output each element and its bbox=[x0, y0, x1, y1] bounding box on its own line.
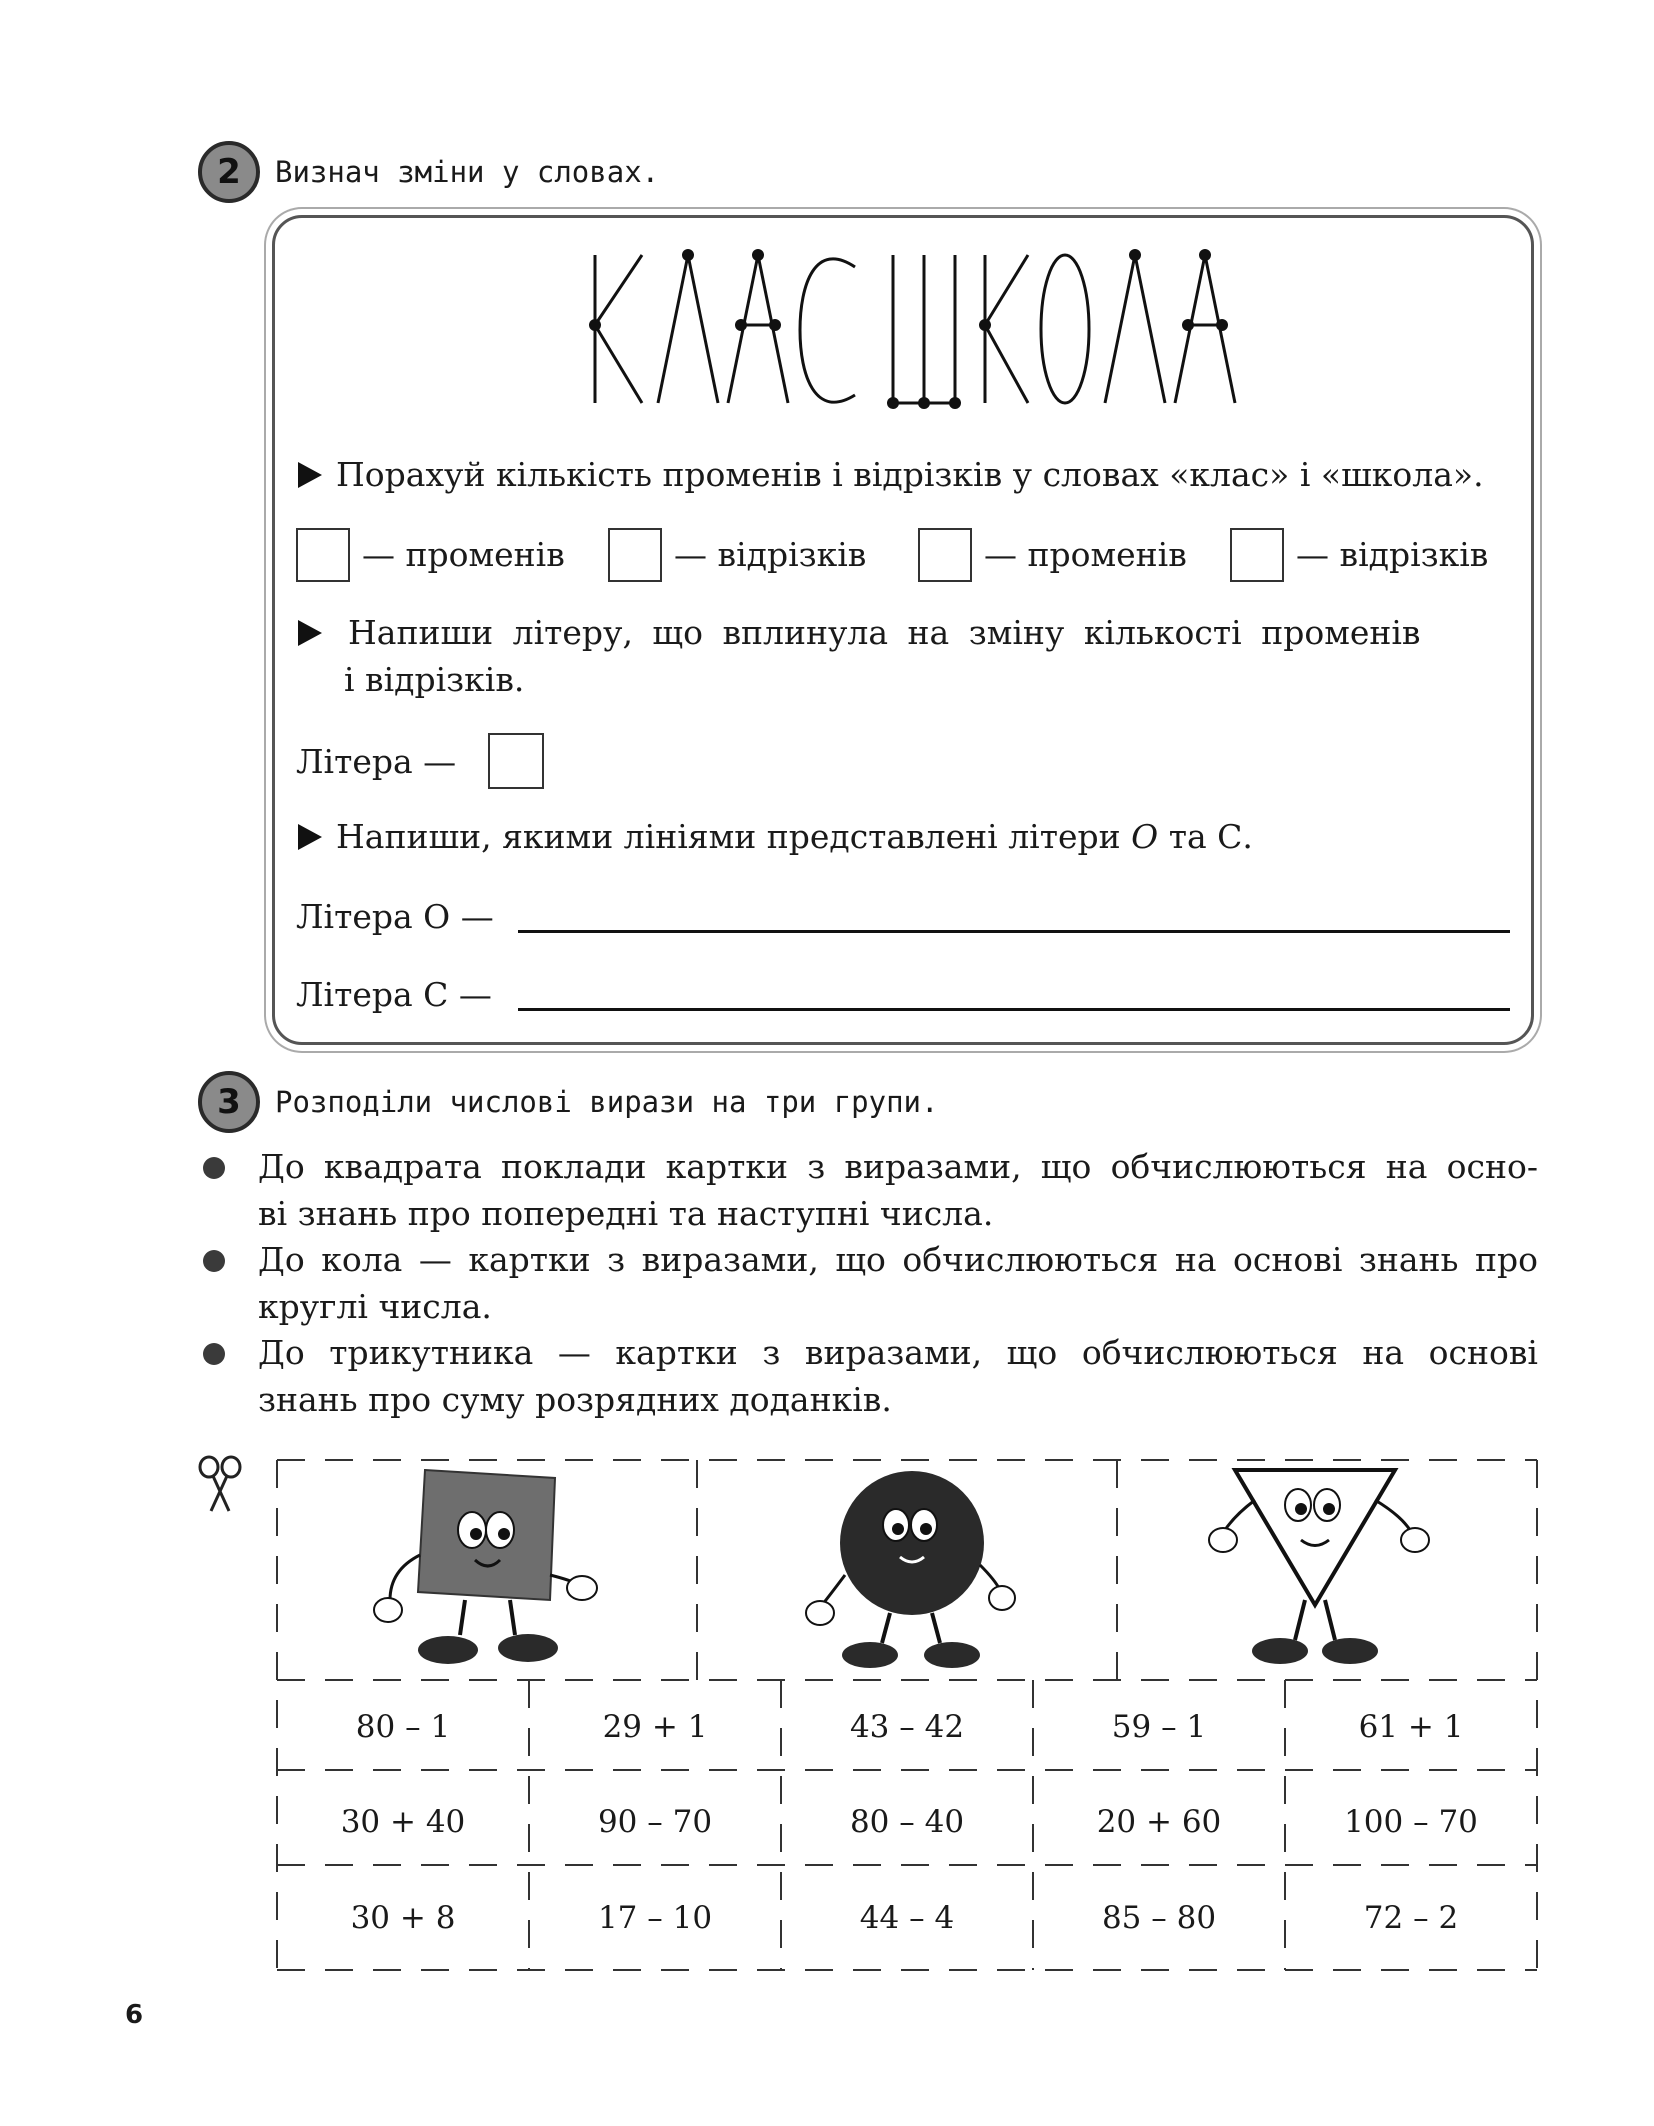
bullet-square-line1: До квадрата поклади картки з виразами, що обчислюються на осно- bbox=[258, 1147, 1538, 1186]
card-expression[interactable]: 80 – 40 bbox=[849, 1804, 965, 1840]
instruction-lines-text: Напиши, якими лініями представлені літери bbox=[336, 817, 1132, 856]
task-2-number: 2 bbox=[198, 141, 260, 203]
bullet-circle-line2: круглі числа. bbox=[258, 1287, 492, 1326]
bullet-dot bbox=[203, 1157, 225, 1179]
instruction-letter-cont: і відрізків. bbox=[344, 660, 525, 699]
instruction-count: Порахуй кількість променів і відрізків у словах «клас» і «школа». bbox=[336, 455, 1484, 494]
bullet-square bbox=[258, 1143, 1538, 1237]
instruction-letter: Напиши літеру, що вплинула на зміну кількості променів bbox=[348, 613, 1421, 652]
label-segments: — відрізків bbox=[674, 535, 867, 574]
card-expression[interactable]: 20 + 60 bbox=[1096, 1804, 1222, 1840]
card-expression[interactable]: 17 – 10 bbox=[597, 1900, 713, 1936]
triangle-character-icon bbox=[1205, 1455, 1445, 1680]
letter-c-label: Літера С — bbox=[296, 975, 492, 1014]
circle-character-icon bbox=[800, 1465, 1020, 1680]
label-rays: — променів bbox=[984, 535, 1187, 574]
page-number: 6 bbox=[125, 2000, 144, 2030]
bullet-triangle-line2: знань про суму розрядних доданків. bbox=[258, 1380, 892, 1419]
answer-box-segments-klas[interactable] bbox=[608, 528, 662, 582]
answer-box-segments-shkola[interactable] bbox=[1230, 528, 1284, 582]
letter-o-label: Літера О — bbox=[296, 897, 494, 936]
label-segments: — відрізків bbox=[1296, 535, 1489, 574]
task-2-title: Визнач зміни у словах. bbox=[275, 155, 660, 189]
bullet-triangle bbox=[258, 1329, 1538, 1423]
bullet-dot bbox=[203, 1343, 225, 1365]
bullet-circle bbox=[258, 1236, 1538, 1330]
words-art bbox=[560, 245, 1260, 415]
bullet-circle-line1: До кола — картки з виразами, що обчислюються на основі знань про bbox=[258, 1240, 1538, 1279]
card-expression[interactable]: 43 – 42 bbox=[849, 1709, 965, 1745]
card-expression[interactable]: 72 – 2 bbox=[1363, 1900, 1459, 1936]
answer-box-rays-klas[interactable] bbox=[296, 528, 350, 582]
answer-box-rays-shkola[interactable] bbox=[918, 528, 972, 582]
card-expression[interactable]: 30 + 40 bbox=[340, 1804, 466, 1840]
task-3-title: Розподіли числові вирази на три групи. bbox=[275, 1085, 939, 1119]
card-expression[interactable]: 85 – 80 bbox=[1101, 1900, 1217, 1936]
card-expression[interactable]: 59 – 1 bbox=[1111, 1709, 1207, 1745]
triangle-bullet-icon bbox=[298, 462, 322, 488]
instruction-lines bbox=[336, 817, 1253, 856]
triangle-bullet-icon bbox=[298, 620, 322, 646]
answer-line-letter-c[interactable] bbox=[518, 1008, 1510, 1011]
answer-line-letter-o[interactable] bbox=[518, 930, 1510, 933]
task-3-number: 3 bbox=[198, 1071, 260, 1133]
triangle-bullet-icon bbox=[298, 824, 322, 850]
bullet-square-line2: ві знань про попередні та наступні числа. bbox=[258, 1194, 994, 1233]
square-character-icon bbox=[360, 1460, 610, 1680]
card-expression[interactable]: 100 – 70 bbox=[1344, 1804, 1478, 1840]
card-expression[interactable]: 61 + 1 bbox=[1358, 1709, 1464, 1745]
letter-label: Літера — bbox=[296, 742, 457, 781]
card-expression[interactable]: 44 – 4 bbox=[859, 1900, 955, 1936]
scissors-icon bbox=[195, 1455, 245, 1515]
instruction-lines-text-end: та С. bbox=[1158, 817, 1253, 856]
card-expression[interactable]: 90 – 70 bbox=[597, 1804, 713, 1840]
answer-box-letter[interactable] bbox=[488, 733, 544, 789]
card-expression[interactable]: 80 – 1 bbox=[355, 1709, 451, 1745]
card-expression[interactable]: 29 + 1 bbox=[602, 1709, 708, 1745]
label-rays: — променів bbox=[362, 535, 565, 574]
instruction-lines-letter-o: О bbox=[1131, 817, 1159, 856]
card-expression[interactable]: 30 + 8 bbox=[350, 1900, 456, 1936]
bullet-dot bbox=[203, 1250, 225, 1272]
bullet-triangle-line1: До трикутника — картки з виразами, що обчислюються на основі bbox=[258, 1333, 1538, 1372]
